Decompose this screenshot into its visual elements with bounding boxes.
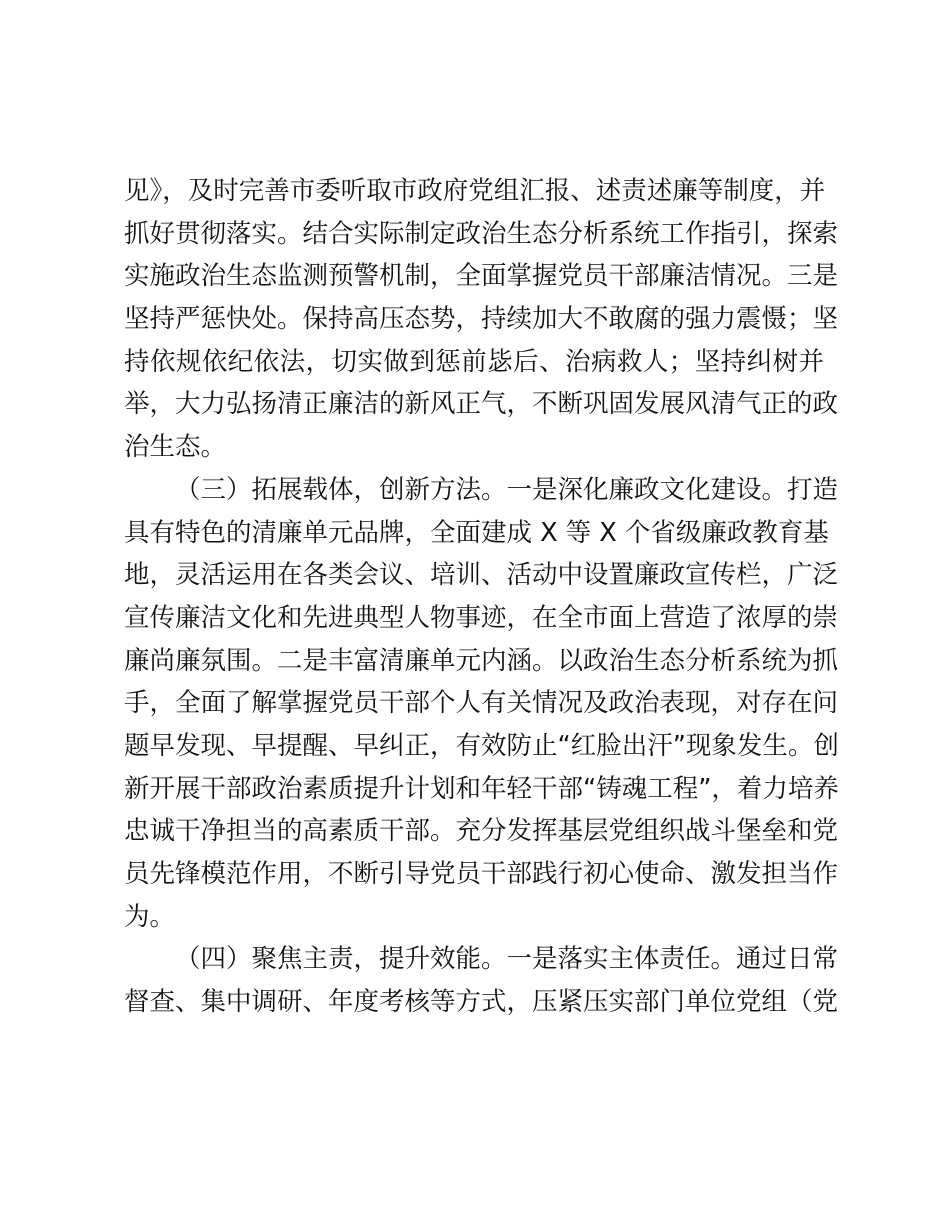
text-line: 持依规依纪依法，切实做到惩前毖后、治病救人；坚持纠树并: [124, 346, 824, 377]
paragraph-start-line: （四）聚焦主责，提升效能。一是落实主体责任。通过日常: [175, 944, 839, 975]
text-line: 新开展干部政治素质提升计划和年轻干部“铸魂工程”，着力培养: [124, 773, 839, 804]
text-line: 具有特色的清廉单元品牌，全面建成 X 等 X 个省级廉政教育基: [124, 517, 829, 548]
text-line: 督查、集中调研、年度考核等方式，压紧压实部门单位党组（党: [124, 987, 839, 1018]
text-line: 员先锋模范作用，不断引导党员干部践行初心使命、激发担当作: [124, 859, 839, 889]
text-line: 抓好贯彻落实。结合实际制定政治生态分析系统工作指引，探索: [124, 218, 839, 249]
text-line: 举，大力弘扬清正廉洁的新风正气，不断巩固发展风清气正的政: [124, 389, 839, 420]
body-text: [124, 170, 839, 1024]
text-line: 手，全面了解掌握党员干部个人有关情况及政治表现，对存在问: [124, 688, 839, 719]
text-line: 治生态。: [124, 432, 227, 463]
text-line: 为。: [124, 901, 176, 932]
text-line: 廉尚廉氛围。二是丰富清廉单元内涵。以政治生态分析系统为抓: [124, 645, 839, 676]
text-line: 宣传廉洁文化和先进典型人物事迹，在全市面上营造了浓厚的崇: [124, 602, 839, 633]
text-line: 忠诚干净担当的高素质干部。充分发挥基层党组织战斗堡垒和党: [124, 816, 839, 847]
text-line: 地，灵活运用在各类会议、培训、活动中设置廉政宣传栏，广泛: [124, 560, 839, 591]
text-line: 实施政治生态监测预警机制，全面掌握党员干部廉洁情况。三是: [124, 261, 839, 292]
text-line: 坚持严惩快处。保持高压态势，持续加大不敢腐的强力震慑；坚: [124, 304, 839, 335]
text-line: 见》，及时完善市委听取市政府党组汇报、述责述廉等制度，并: [124, 176, 826, 206]
text-line: 题早发现、早提醒、早纠正，有效防止“红脸出汗”现象发生。创: [124, 730, 839, 761]
paragraph-start-line: （三）拓展载体，创新方法。一是深化廉政文化建设。打造: [175, 474, 839, 505]
